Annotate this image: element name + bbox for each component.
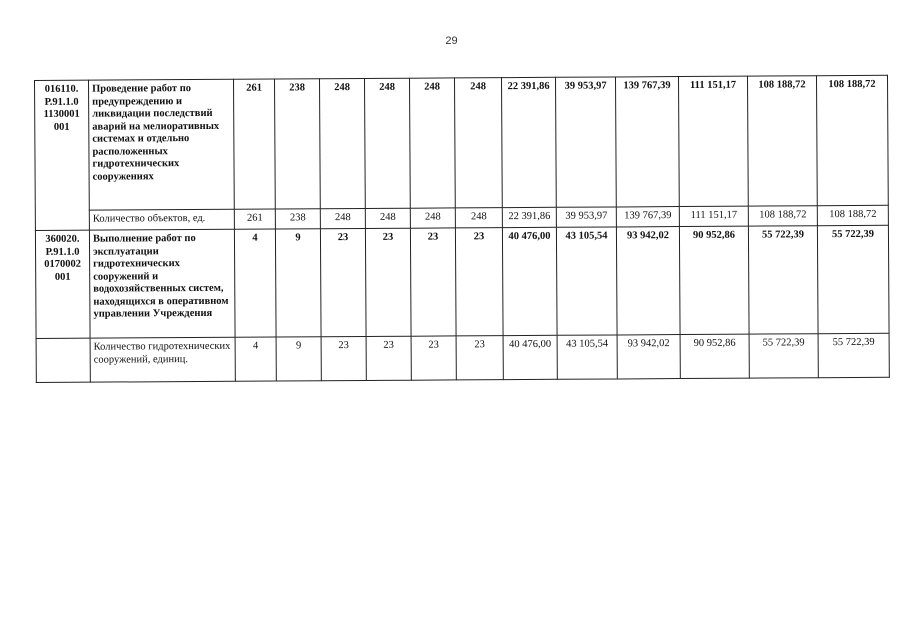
value-cell: 139 767,39 — [616, 207, 679, 227]
value-cell: 40 476,00 — [502, 227, 557, 335]
value-cell: 248 — [455, 208, 502, 228]
value-cell: 23 — [365, 228, 411, 336]
value-cell: 39 953,97 — [555, 77, 616, 207]
table-row — [35, 225, 889, 338]
value-cell: 139 767,39 — [615, 77, 679, 207]
indicator-name: Количество объектов, ед. — [89, 209, 234, 230]
value-cell: 43 105,54 — [556, 227, 617, 335]
value-cell: 22 391,86 — [501, 77, 556, 207]
value-cell: 4 — [235, 337, 276, 381]
value-cell: 22 391,86 — [502, 207, 556, 227]
value-cell: 111 151,17 — [679, 206, 748, 226]
page-number: 29 — [445, 35, 458, 47]
value-cell: 248 — [365, 208, 410, 228]
value-cell: 90 952,86 — [679, 226, 749, 334]
value-cell: 23 — [455, 228, 503, 336]
value-cell: 55 722,39 — [748, 226, 818, 334]
value-cell: 90 952,86 — [680, 334, 749, 378]
indicator-name: Количество гидротехнических сооружений, единиц. — [90, 337, 235, 382]
value-cell: 93 942,02 — [617, 335, 680, 379]
value-cell: 108 188,72 — [817, 205, 888, 225]
value-cell: 248 — [320, 208, 365, 228]
value-cell: 248 — [454, 78, 502, 208]
service-name: Выполнение работ по эксплуатации гидротехнических сооружений и водохозяйственных систем, находящихся в оперативном управлении Учреждения — [89, 229, 235, 338]
empty-cell — [36, 338, 90, 382]
value-cell: 238 — [275, 209, 320, 229]
value-cell: 248 — [364, 78, 410, 208]
value-cell: 108 188,72 — [748, 206, 817, 226]
value-cell: 23 — [321, 336, 366, 380]
service-name: Проведение работ по предупреждению и ликвидации последствий аварий на мелиоративных системах и отдельно расположенных гидротехнических сооружениях — [89, 79, 235, 210]
value-cell: 261 — [233, 79, 275, 209]
value-cell: 238 — [274, 79, 320, 209]
service-code: 016110. Р.91.1.0 1130001 001 — [35, 80, 90, 230]
value-cell: 23 — [411, 336, 456, 380]
value-cell: 248 — [409, 78, 455, 208]
value-cell: 108 188,72 — [747, 76, 817, 206]
value-cell: 23 — [366, 336, 411, 380]
value-cell: 23 — [410, 228, 456, 336]
table-row — [36, 333, 889, 382]
value-cell: 9 — [276, 337, 321, 381]
budget-table — [34, 75, 890, 383]
service-code: 360020. Р.91.1.0 0170002 001 — [35, 230, 90, 338]
value-cell: 4 — [234, 229, 276, 337]
value-cell: 55 722,39 — [749, 334, 818, 378]
value-cell: 43 105,54 — [557, 335, 617, 379]
value-cell: 23 — [456, 336, 503, 380]
value-cell: 55 722,39 — [817, 225, 889, 333]
value-cell: 248 — [410, 208, 455, 228]
value-cell: 23 — [320, 228, 366, 336]
value-cell: 55 722,39 — [818, 333, 889, 377]
table-row — [35, 75, 889, 210]
value-cell: 39 953,97 — [556, 207, 616, 227]
value-cell: 261 — [234, 209, 275, 229]
value-cell: 40 476,00 — [503, 335, 557, 379]
value-cell: 9 — [275, 229, 321, 337]
value-cell: 93 942,02 — [616, 227, 680, 335]
value-cell: 111 151,17 — [678, 76, 748, 206]
value-cell: 108 188,72 — [816, 75, 888, 205]
value-cell: 248 — [319, 78, 365, 208]
